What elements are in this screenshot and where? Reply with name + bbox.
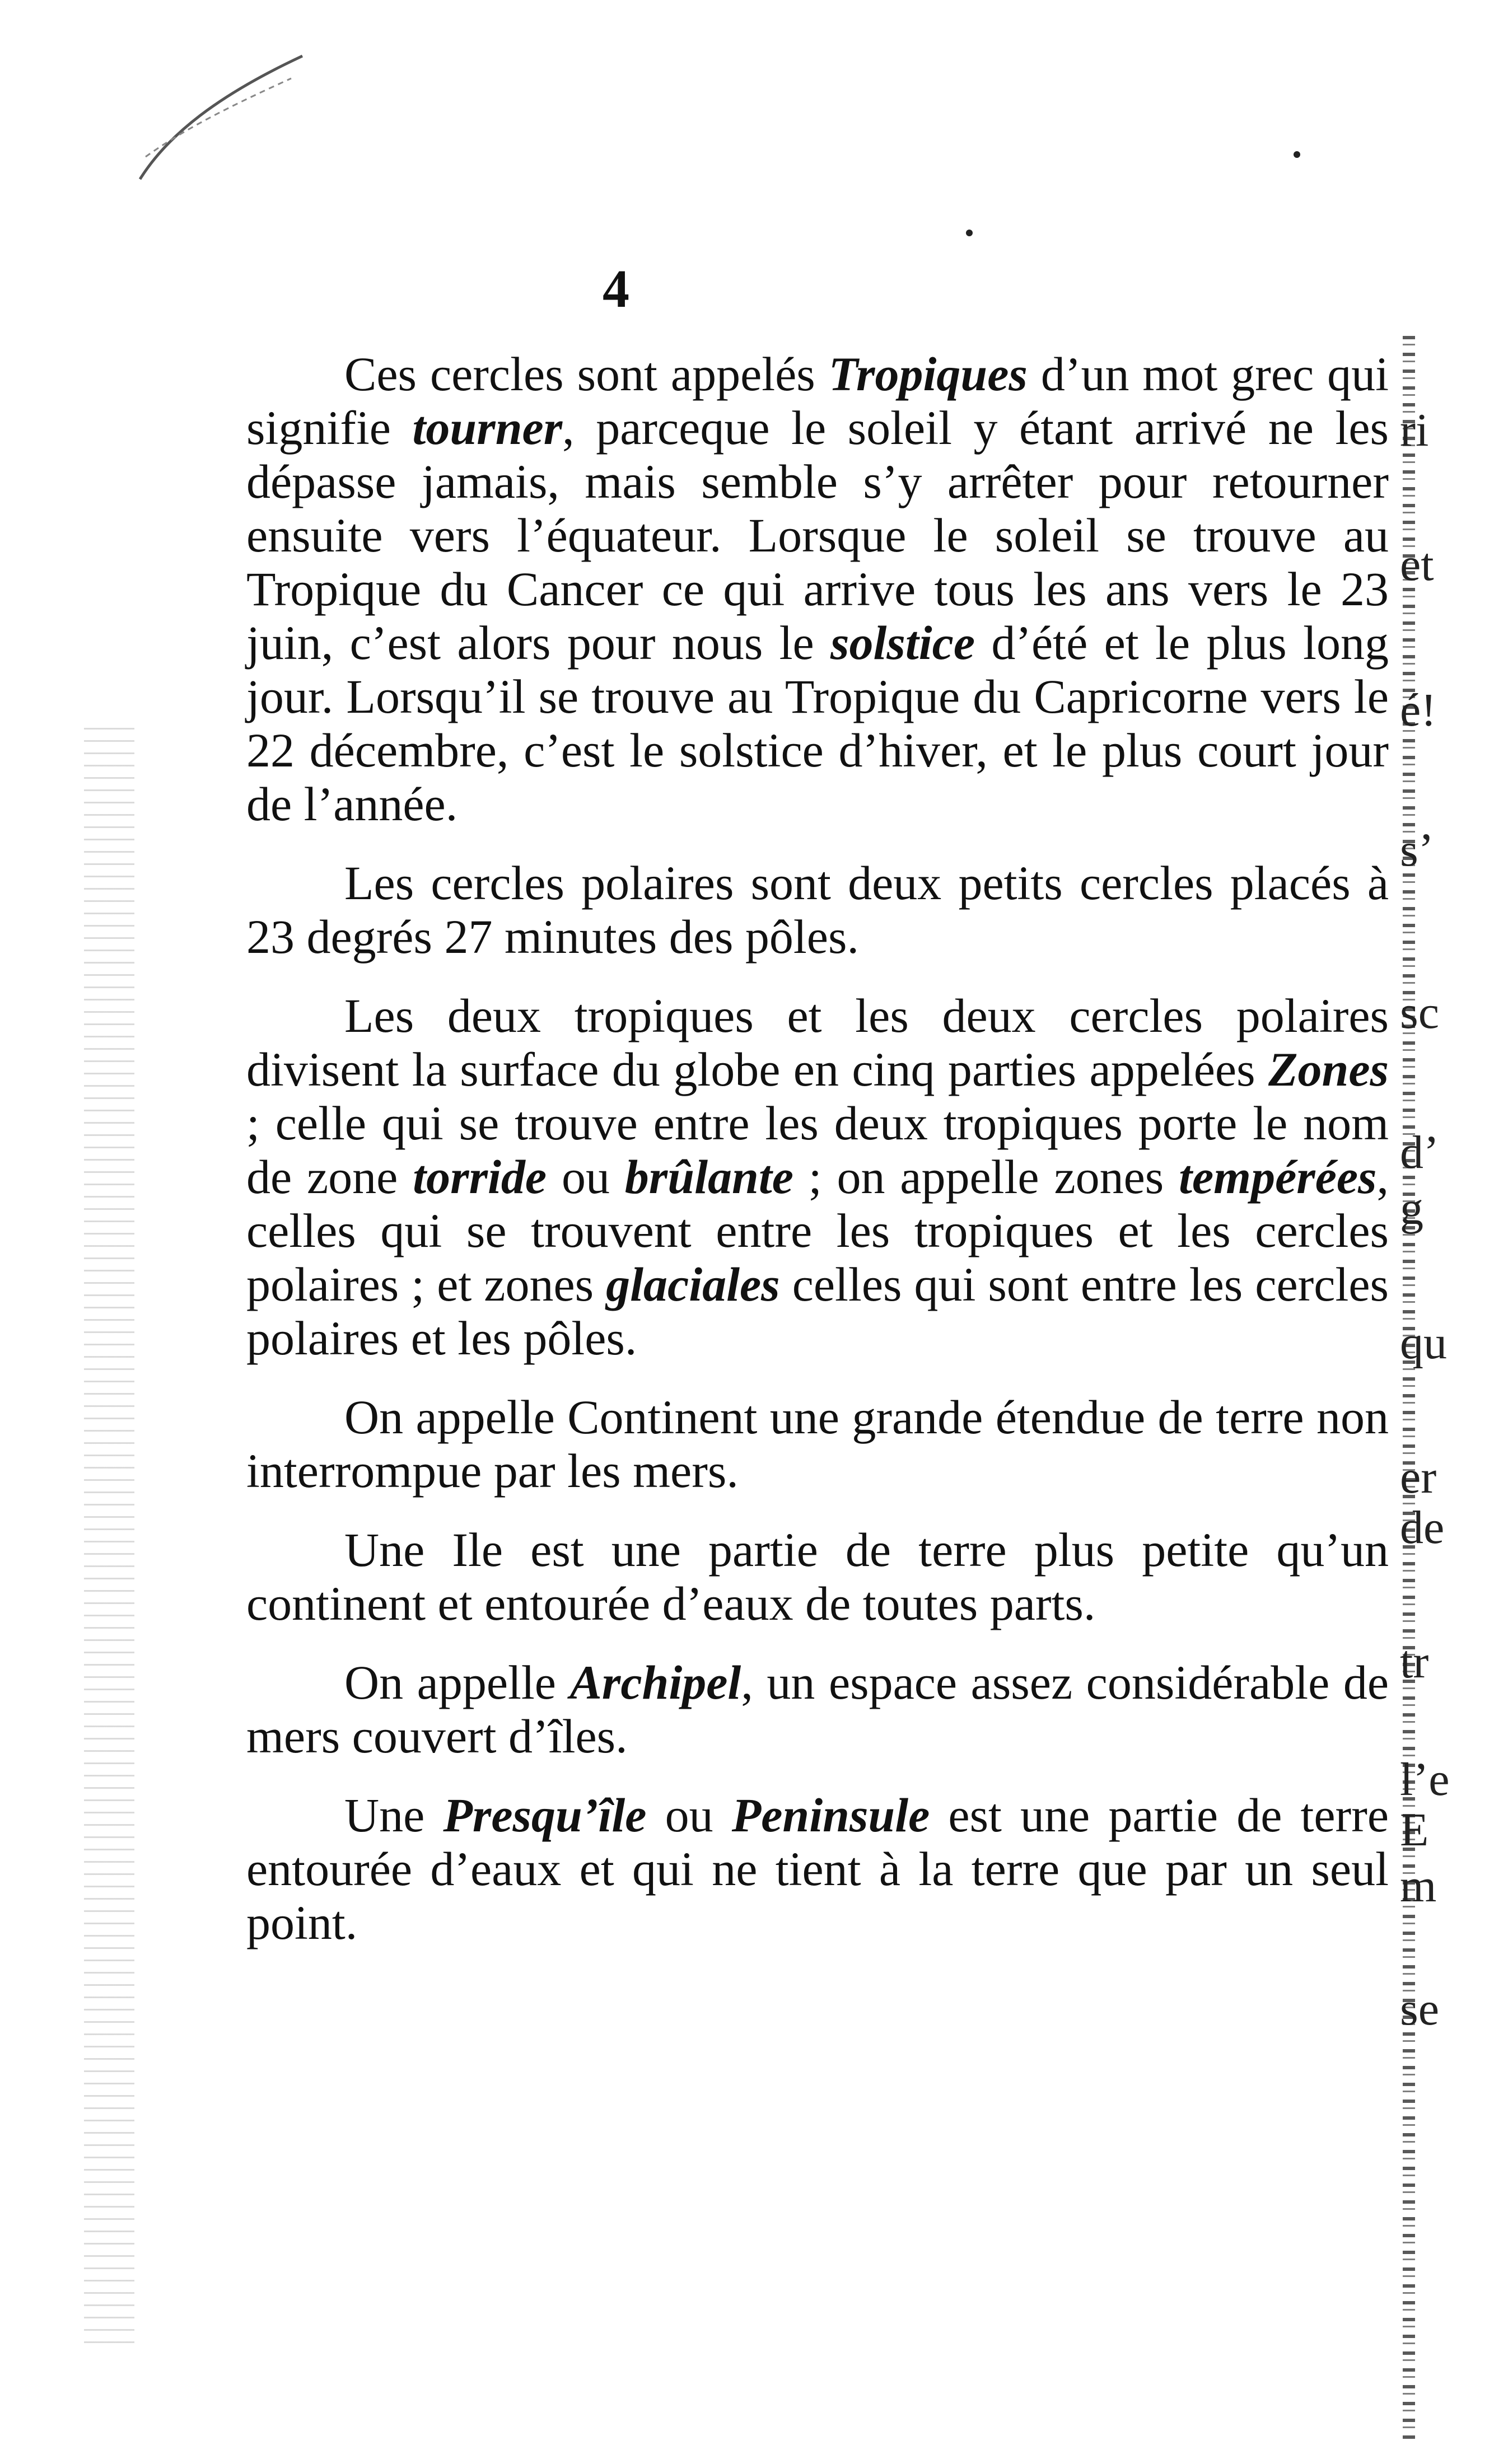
text-run: , un espace assez considérable de mers couvert d’îles. — [246, 1656, 1389, 1763]
facing-page-fragment: g — [1400, 1182, 1423, 1235]
text-run: Une Ile est une partie de terre plus petite qu’un continent et entourée d’eaux de toutes parts. — [246, 1523, 1389, 1630]
body-text — [246, 347, 1389, 1975]
text-run: ou — [646, 1788, 732, 1842]
paragraph — [246, 856, 1389, 964]
facing-page-fragment: qu — [1400, 1317, 1447, 1369]
italic-term: brûlante — [624, 1150, 793, 1204]
paragraph — [246, 1523, 1389, 1630]
facing-page-fragment: se — [1400, 1983, 1439, 2035]
italic-term: tempérées — [1179, 1150, 1377, 1204]
italic-term: Peninsule — [731, 1788, 930, 1842]
paragraph — [246, 1390, 1389, 1498]
page-number: 4 — [603, 259, 629, 319]
text-run: Une — [344, 1788, 443, 1842]
facing-page-fragment: E — [1400, 1804, 1429, 1856]
ink-speck — [966, 230, 973, 236]
text-run: Ces cercles sont appelés — [344, 347, 829, 401]
italic-term: torride — [413, 1150, 547, 1204]
text-run: d’un mot grec qui signifie — [246, 347, 1389, 455]
italic-term: glaciales — [606, 1257, 780, 1311]
text-run: , parceque le soleil y étant arrivé ne les dépasse jamais, mais semble s’y arrêter pour retourner ensuite vers l’équateur. Lorsque le soleil se trouve au Tropique du Cancer ce qui arrive tous les ans vers le 23 juin, c’est alors pour nous le — [246, 401, 1389, 670]
text-run: Les deux tropiques et les deux cercles polaires divisent la surface du globe en cinq parties appelées — [246, 989, 1389, 1096]
facing-page-fragment: er — [1400, 1451, 1437, 1503]
facing-page-fragment: de — [1400, 1502, 1445, 1554]
text-run: est une partie de terre entourée d’eaux et qui ne tient à la terre que par un seul point. — [246, 1788, 1389, 1949]
paragraph — [246, 347, 1389, 831]
italic-term: Presqu’île — [443, 1788, 647, 1842]
left-margin-specks — [84, 728, 134, 2351]
facing-page-fragment: d’ — [1400, 1126, 1439, 1179]
italic-term: Tropiques — [828, 347, 1028, 401]
text-run: On appelle Continent une grande étendue de terre non interrompue par les mers. — [246, 1390, 1389, 1498]
ink-speck — [1294, 151, 1300, 158]
facing-page-fragment: s’ — [1400, 824, 1434, 876]
facing-page-edge — [1403, 336, 1415, 2441]
italic-term: Zones — [1268, 1042, 1389, 1096]
italic-term: solstice — [830, 616, 975, 670]
facing-page-fragment: et — [1400, 539, 1434, 591]
paragraph — [246, 989, 1389, 1365]
text-run: , celles qui se trouvent entre les tropiques et les cercles polaires ; et zones — [246, 1150, 1389, 1311]
facing-page-fragment: ri — [1400, 404, 1429, 456]
paragraph — [246, 1656, 1389, 1763]
facing-page-fragment: m — [1400, 1860, 1437, 1912]
text-run: ; on appelle zones — [793, 1150, 1179, 1204]
page-corner-curl — [134, 45, 314, 190]
text-run: d’été et le plus long jour. Lorsqu’il se trouve au Tropique du Capricorne vers le 22 décembre, c’est le solstice d’hiver, et le plus court jour de l’année. — [246, 616, 1389, 831]
text-run: On appelle — [344, 1656, 570, 1709]
text-run: celles qui sont entre les cercles polaires et les pôles. — [246, 1257, 1389, 1365]
italic-term: tourner — [412, 401, 563, 455]
paragraph — [246, 1788, 1389, 1949]
text-run: ; celle qui se trouve entre les deux tropiques porte le nom de zone — [246, 1096, 1389, 1204]
facing-page-fragment: é! — [1400, 684, 1437, 736]
facing-page-fragment: sc — [1400, 986, 1439, 1039]
italic-term: Archipel — [569, 1656, 741, 1709]
facing-page-fragment: l’e — [1400, 1754, 1450, 1806]
facing-page-fragment: tr — [1400, 1636, 1429, 1688]
text-run: ou — [547, 1150, 625, 1204]
text-run: Les cercles polaires sont deux petits cercles placés à 23 degrés 27 minutes des pôles. — [246, 856, 1389, 964]
